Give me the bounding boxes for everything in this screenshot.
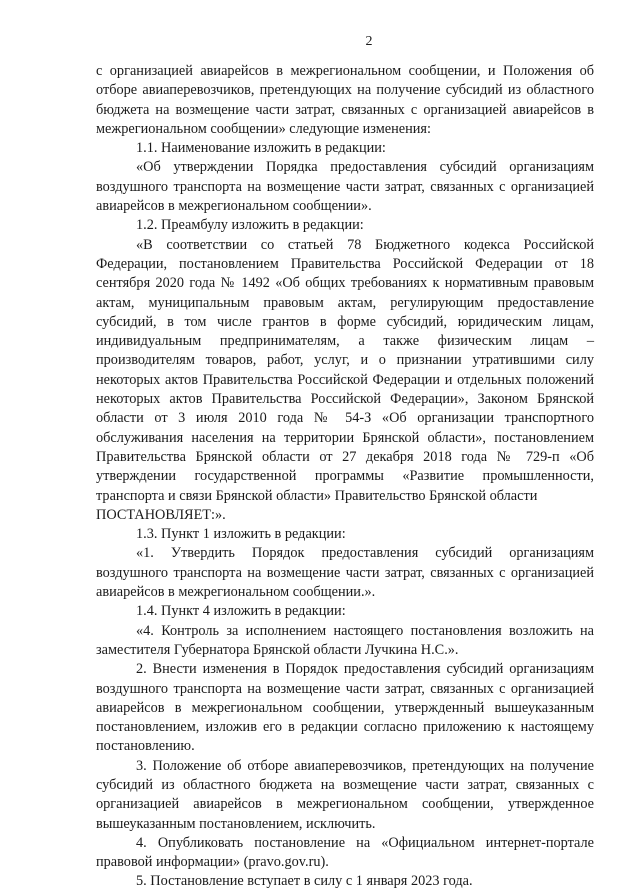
paragraph-3: 3. Положение об отборе авиаперевозчиков, претендующих на получение субсидий из областного бюджета на возмещение части затрат, связанных с организацией авиарейсов в межрегиональном сообщении, утвержденное вышеуказанным постановлением, исключить. xyxy=(96,757,594,832)
paragraph-4: 4. Опубликовать постановление на «Официальном интернет-портале правовой информации» (pravo.gov.ru). xyxy=(96,834,594,871)
paragraph-1-3-quote: «1. Утвердить Порядок предоставления субсидий организациям воздушного транспорта на возмещение части затрат, связанных с организацией авиарейсов в межрегиональном сообщении.». xyxy=(96,545,594,601)
paragraph-2: 2. Внести изменения в Порядок предоставления субсидий организациям воздушного транспорта на возмещение части затрат, связанных с организацией авиарейсов в межрегиональном сообщении, утвержденный вышеуказанным постановлением, изложив его в редакции согласно приложению к настоящему постановлению. xyxy=(96,661,594,755)
paragraph-1-4: 1.4. Пункт 4 изложить в редакции: xyxy=(136,603,346,620)
paragraph-1-4-quote: «4. Контроль за исполнением настоящего постановления возложить на заместителя Губернатора Брянской области Лучкина Н.С.». xyxy=(96,622,594,658)
paragraph-1-1: 1.1. Наименование изложить в редакции: xyxy=(136,140,386,157)
paragraph-1-2-quote: «В соответствии со статьей 78 Бюджетного кодекса Российской Федерации, постановлением Правительства Российской Федерации от 18 сентября 2020 года № 1492 «Об общих требованиях к нормативным правовым актам, муниципальным правовым актам, регулирующим предоставление субсидий, в том числе грантов в форме субсидий, юридическим лицам, индивидуальным предпринимателям, а также физическим лицам – производителям товаров, работ, услуг, и о признании утратившими силу некоторых актов Правительства Российской Федерации и отдельных положений некоторых актов Правительства Российской Федерации», Законом Брянской области от 3 июля 2010 года № 54-З «Об организации транспортного обслуживания населения на территории Брянской области», постановлением Правительства Брянской области от 27 декабря 2018 года № 729-п «Об утверждении государственной программы «Развитие промышленности, транспорта и связи Брянской области» Правительство Брянской области xyxy=(96,236,594,504)
paragraph-5: 5. Постановление вступает в силу с 1 января 2023 года. xyxy=(136,873,473,890)
page-number: 2 xyxy=(365,34,373,49)
paragraph-1-1-quote: «Об утверждении Порядка предоставления субсидий организациям воздушного транспорта на возмещение части затрат, связанных с организацией авиарейсов в межрегиональном сообщении». xyxy=(96,159,594,215)
paragraph-postanovlyaet: ПОСТАНОВЛЯЕТ:». xyxy=(96,506,226,523)
document-body xyxy=(96,62,594,892)
paragraph-1-2: 1.2. Преамбулу изложить в редакции: xyxy=(136,217,364,234)
paragraph-intro: с организацией авиарейсов в межрегиональном сообщении, и Положения об отборе авиаперевозчиков, претендующих на получение субсидий из областного бюджета на возмещение части затрат, связанных с организацией авиарейсов в межрегиональном сообщении» следующие изменения: xyxy=(96,63,594,137)
paragraph-1-3: 1.3. Пункт 1 изложить в редакции: xyxy=(136,526,346,543)
